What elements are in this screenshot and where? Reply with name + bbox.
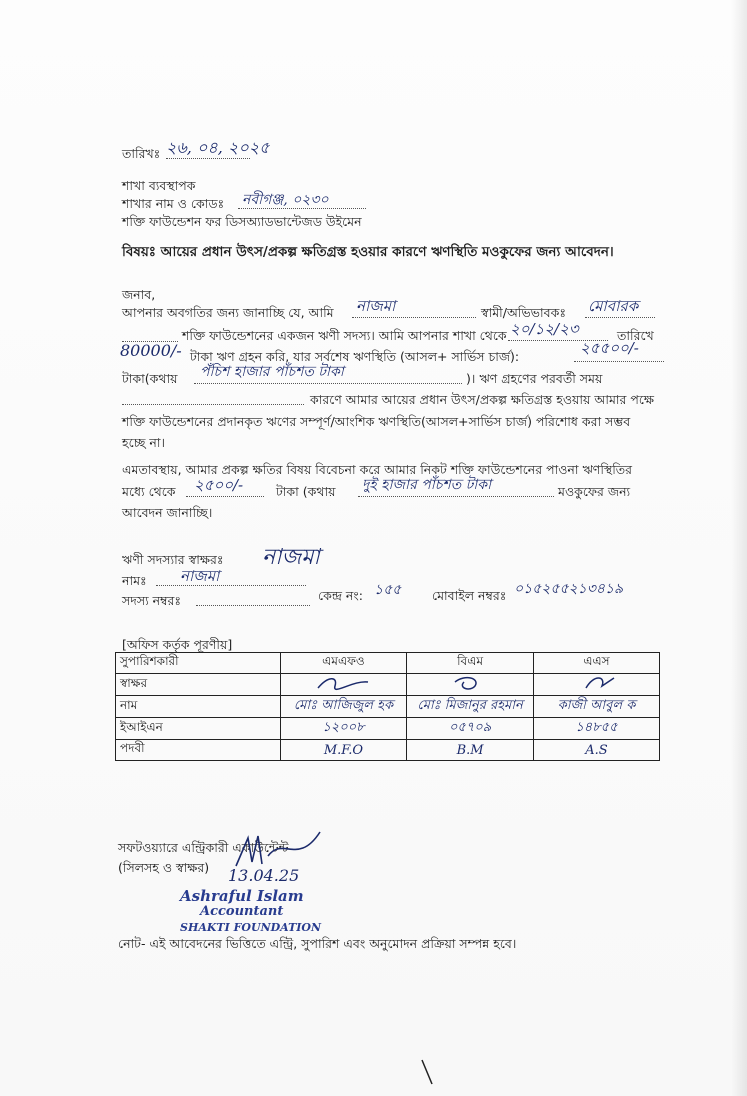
accountant-sign-date: 13.04.25 [228,866,300,885]
office-use-header: [অফিস কর্তৃক পূরণীয়] [122,637,233,652]
date-label: তারিখঃ [122,146,161,161]
table-row-name [116,696,660,718]
member-name-handwritten: নাজমা [356,297,396,315]
table-row-designation [116,740,660,761]
member-name-value: নাজমা [180,567,220,585]
as-signature [533,674,659,696]
guardian-handwritten: মোবারক [588,297,639,315]
body-line4-text: টাকা(কথায় [122,371,178,386]
salutation: জনাব, [122,287,156,302]
recipient-title: শাখা ব্যবস্থাপক [122,178,196,193]
accountant-stamp [180,888,321,936]
para2-line2-start: মধ্যে থেকে [122,484,176,499]
row-label: স্বাক্ষর [116,674,281,696]
mfo-signature-scribble [313,674,373,692]
mfo-designation: M.F.O [280,740,407,761]
mobile-label: মোবাইল নম্বরঃ [432,588,507,603]
bm-name: মোঃ মিজানুর রহমান [407,696,534,718]
guardian-label: স্বামী/অভিভাবকঃ [481,305,566,320]
stamp-title: Accountant [200,904,284,919]
body-line3-text: টাকা ঋণ গ্রহন করি, যার সর্বশেষ ঋণস্থিতি (আসল+ সার্ভিস চার্জ): [190,349,520,364]
para2-line2-end: মওকুফের জন্য [558,484,631,499]
member-name-label: নামঃ [122,573,147,588]
office-approval-table [115,652,660,761]
body-line5: কারণে আমার আয়ের প্রধান উৎস/প্রকল্প ক্ষতিগ্রস্ত হওয়ায় আমার পক্ষে [310,392,654,407]
bm-signature-scribble [440,674,500,692]
branch-label: শাখার নাম ও কোডঃ [122,196,225,211]
column-header-as: এএস [533,653,659,674]
mfo-name: মোঃ আজিজুল হক [280,696,407,718]
as-designation: A.S [533,740,659,761]
row-label: পদবী [116,740,281,761]
pen-mark [418,1058,438,1088]
mfo-ein: ১২০০৮ [280,718,407,740]
member-no-line [196,605,310,606]
body-line4-end: )। ঋণ গ্রহণের পরবর্তী সময় [466,371,603,386]
member-name-line [156,585,306,586]
row-label: সুপারিশকারী [116,653,281,674]
member-no-label: সদস্য নম্বরঃ [122,593,182,608]
body-line2-end: তারিখে [617,328,654,343]
para2-line1: এমতাবস্থায়, আমার প্রকল্প ক্ষতির বিষয় বিবেচনা করে আমার নিকট শক্তি ফাউন্ডেশনের পাওনা ঋণস্থিতির [122,462,633,477]
table-row-ein [116,718,660,740]
branch-value: নবীগঞ্জ, ০২৩০ [242,192,329,208]
para2-line2-mid: টাকা (কথায় [276,484,336,499]
body-line1-text: আপনার অবগতির জন্য জানাচ্ছি যে, আমি [122,305,334,320]
mfo-signature [280,674,407,696]
date-value: ২৬, ০৪, ২০২৫ [166,138,270,157]
organization-name: শক্তি ফাউন্ডেশন ফর ডিসঅ্যাডভান্টেজড উইমেন [122,214,362,229]
waiver-words-handwritten: দুই হাজার পাঁচশত টাকা [362,477,492,493]
as-name: কাজী আবুল ক [533,696,659,718]
subject-line: বিষয়ঃ আয়ের প্রধান উৎস/প্রকল্প ক্ষতিগ্রস্ত হওয়ার কারণে ঋণস্থিতি মওকুফের জন্য আবেদন। [122,244,614,260]
amount-words-handwritten: পঁচিশ হাজার পাঁচশত টাকা [200,364,344,380]
row-label: নাম [116,696,281,718]
table-row-recommender [116,653,660,674]
balance-handwritten: ২৫৫০০/- [580,339,639,357]
waiver-amount-handwritten: ২৫০০/- [194,476,244,494]
footer-note: নোট- এই আবেদনের ভিত্তিতে এন্ট্রি, সুপারিশ এবং অনুমোদন প্রক্রিয়া সম্পন্ন হবে। [118,936,517,951]
member-signature-label: ঋণী সদস্যার স্বাক্ষরঃ [122,552,224,567]
accountant-label: সফটওয়্যারে এন্ট্রিকারী একাউন্টেন্ট [118,840,289,855]
loan-amount-handwritten: 80000/- [120,341,182,360]
as-signature-scribble [566,674,626,692]
stamp-name: Ashraful Islam [180,887,304,905]
bm-designation: B.M [407,740,534,761]
center-value: ১৫৫ [374,582,402,598]
as-ein: ১৪৮৫৫ [533,718,659,740]
page-edge-shadow [731,0,747,1096]
loan-date-handwritten: ২০/১২/২৩ [510,320,579,338]
bm-signature [407,674,534,696]
body-line2-text: শক্তি ফাউন্ডেশনের একজন ঋণী সদস্য। আমি আপনার শাখা থেকে [182,328,507,343]
row-label: ইআইএন [116,718,281,740]
accountant-seal-label: (সিলসহ ও স্বাক্ষর) [118,860,210,875]
reason-dotted [122,404,304,405]
body-line6: শক্তি ফাউন্ডেশনের প্রদানকৃত ঋণের সম্পূর্ণ/আংশিক ঋণস্থিতি(আসল+সার্ভিস চার্জ) পরিশোধ করা সম্ভব [122,414,631,429]
member-signature: নাজমা [262,545,320,570]
bm-ein: ০৫৭০৯ [407,718,534,740]
table-row-signature [116,674,660,696]
column-header-mfo: এমএফও [280,653,407,674]
center-label: কেন্দ্র নং: [318,588,363,603]
para2-line3: আবেদন জানাচ্ছি। [122,505,213,520]
mobile-value: ০১৫২৫৫২১৩৪১৯ [514,581,624,597]
body-line7: হচ্ছে না। [122,435,165,450]
stamp-organization: SHAKTI FOUNDATION [180,921,322,934]
column-header-bm: বিএম [407,653,534,674]
